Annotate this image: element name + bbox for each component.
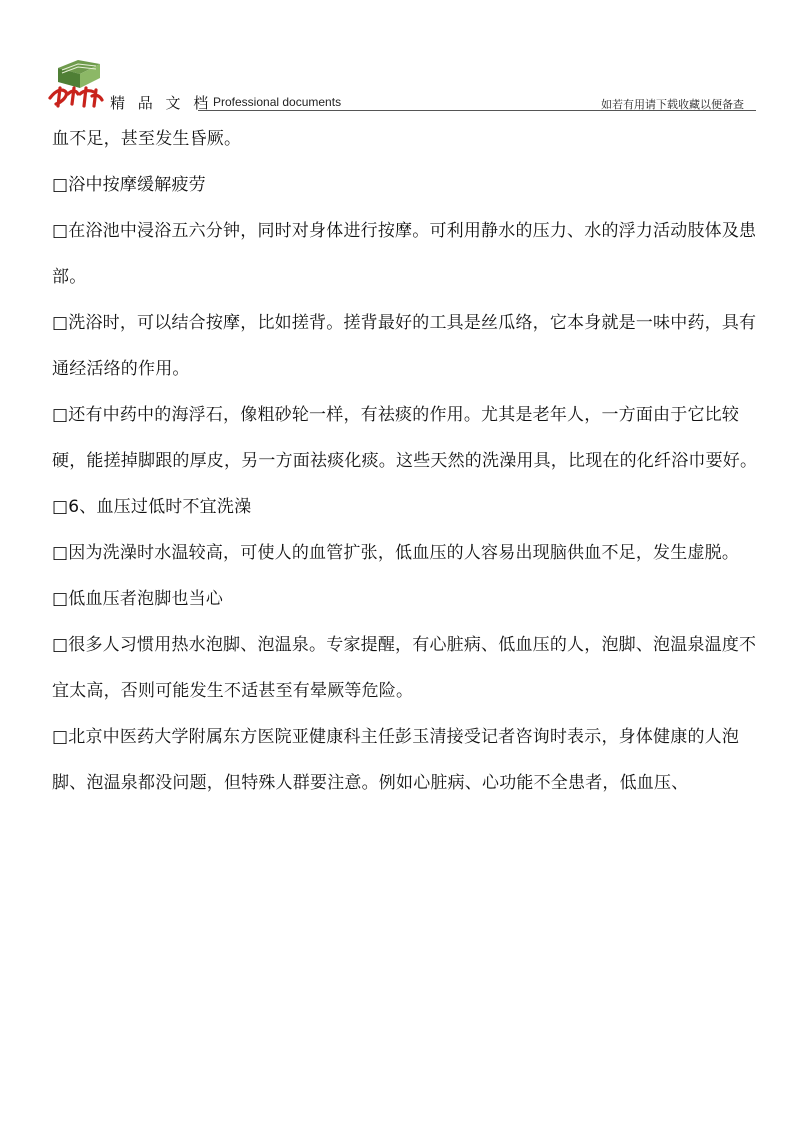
paragraph: □6、血压过低时不宜洗澡	[52, 497, 252, 517]
book-logo-icon	[48, 54, 106, 108]
paragraph: 血不足，甚至发生昏厥。	[52, 129, 242, 149]
paragraph: □很多人习惯用热水泡脚、泡温泉。专家提醒，有心脏病、低血压的人，泡脚、泡温泉温度不宜太高，否则可能发生不适甚至有晕厥等危险。	[52, 635, 757, 701]
paragraph: □在浴池中浸浴五六分钟，同时对身体进行按摩。可利用静水的压力、水的浮力活动肢体及患部。	[52, 221, 757, 287]
brand-title: 精 品 文 档	[110, 94, 213, 112]
paragraph: □洗浴时，可以结合按摩，比如搓背。搓背最好的工具是丝瓜络，它本身就是一味中药，具有通经活络的作用。	[52, 313, 757, 379]
document-body	[52, 116, 762, 806]
paragraph: □低血压者泡脚也当心	[52, 589, 224, 609]
paragraph: □北京中医药大学附属东方医院亚健康科主任彭玉清接受记者咨询时表示，身体健康的人泡脚、泡温泉都没问题，但特殊人群要注意。例如心脏病、心功能不全患者，低血压、	[52, 727, 740, 793]
header-divider	[198, 110, 756, 111]
page-header	[48, 54, 756, 112]
paragraph: □因为洗澡时水温较高，可使人的血管扩张，低血压的人容易出现脑供血不足，发生虚脱。	[52, 543, 740, 563]
paragraph: □还有中药中的海浮石，像粗砂轮一样，有祛痰的作用。尤其是老年人，一方面由于它比较硬，能搓掉脚跟的厚皮，另一方面祛痰化痰。这些天然的洗澡用具，比现在的化纤浴巾要好。	[52, 405, 758, 471]
download-note: 如若有用请下载收藏以便备查	[601, 98, 744, 111]
paragraph: □浴中按摩缓解疲劳	[52, 175, 206, 195]
brand-subtitle: Professional documents	[213, 95, 342, 109]
